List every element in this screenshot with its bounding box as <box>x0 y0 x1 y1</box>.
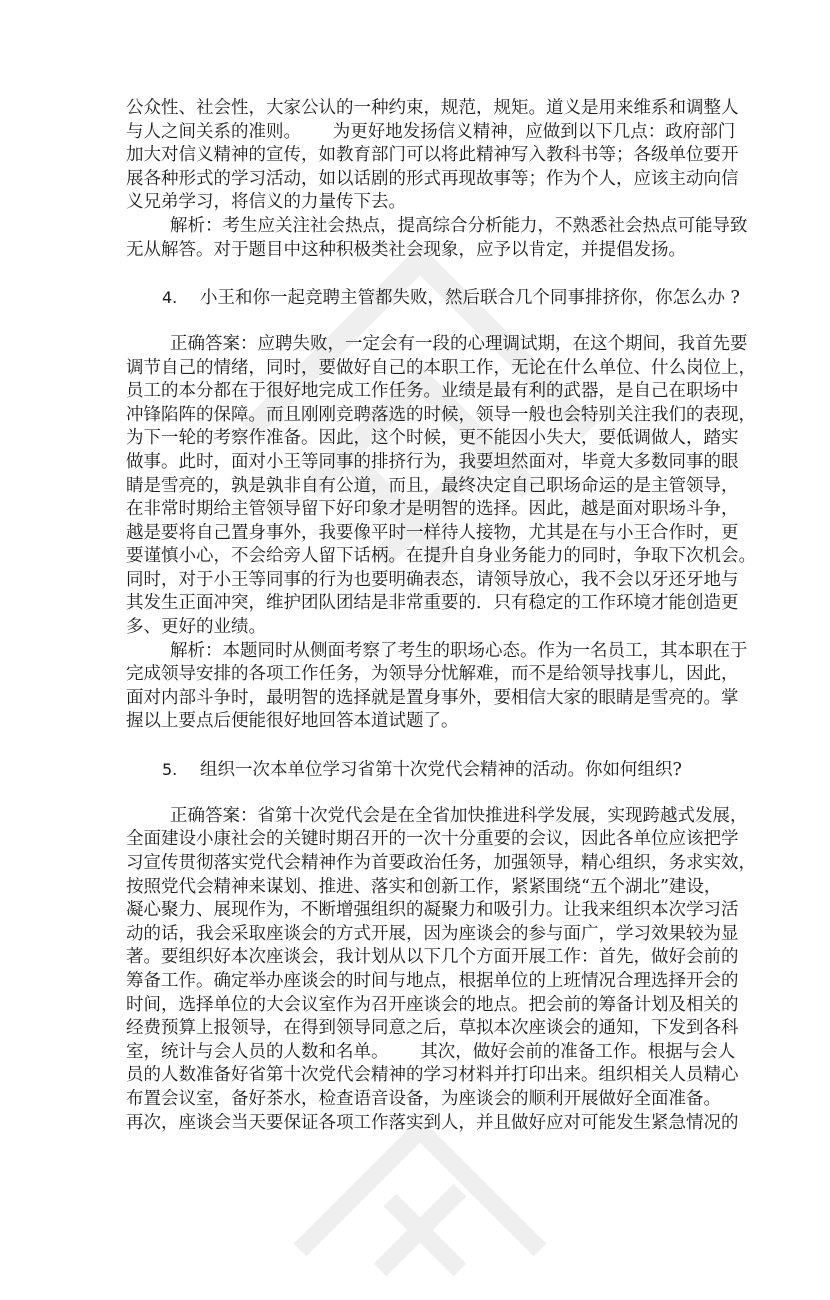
spacer <box>126 309 704 333</box>
text-line: 动的话，我会采取座谈会的方式开展，因为座谈会的参与面广，学习效果较为显 <box>126 923 739 944</box>
text-line: 做事。此时，面对小王等同事的排挤行为，我要坦然面对，毕竟大多数同事的眼 <box>126 451 739 472</box>
text-line: 经费预算上报领导，在得到领导同意之后，草拟本次座谈会的通知，下发到各科 <box>126 1018 739 1039</box>
question-heading-q4 <box>126 286 740 310</box>
text-line: 握以上要点后便能很好地回答本道试题了。 <box>126 711 459 732</box>
text-line: 全面建设小康社会的关键时期召开的一次十分重要的会议，因此各单位应该把学 <box>126 829 739 850</box>
text-line: 冲锋陷阵的保障。而且刚刚竞聘落选的时候，领导一般也会特别关注我们的表现， <box>126 404 756 425</box>
text-line: 再次，座谈会当天要保证各项工作落实到人，并且做好应对可能发生紧急情况的 <box>126 1112 739 1133</box>
text-line: 越是要将自己置身事外，我要像平时一样待人接物，尤其是在与小王合作时，更 <box>126 522 739 543</box>
text-line: 完成领导安排的各项工作任务，为领导分忧解难，而不是给领导找事儿，因此， <box>126 664 739 685</box>
paragraph-p-answer-5 <box>126 805 756 1135</box>
paragraph-p-analysis-4 <box>126 640 748 734</box>
spacer <box>126 262 704 286</box>
text-line: 员的人数准备好省第十次党代会精神的学习材料并打印出来。组织相关人员精心 <box>126 1065 739 1086</box>
text-line: 要谨慎小心，不会给旁人留下话柄。在提升自身业务能力的同时，争取下次机会。 <box>126 546 756 567</box>
text-line: 其发生正面冲突，维护团队团结是非常重要的．只有稳定的工作环境才能创造更 <box>126 593 739 614</box>
text-line: 在非常时期给主管领导留下好印象才是明智的选择。因此，越是面对职场斗争， <box>126 499 739 520</box>
text-line: 按照党代会精神来谋划、推进、落实和创新工作，紧紧围绕“五个湖北”建设， <box>126 876 722 897</box>
text-line: 多、更好的业绩。 <box>126 617 266 638</box>
question-number: 5. <box>162 759 178 779</box>
text-line: 员工的本分都在于很好地完成工作任务。业绩是最有利的武器，是自己在职场中 <box>126 381 739 402</box>
text-line: 凝心聚力、展现作为，不断增强组织的凝聚力和吸引力。让我来组织本次学习活 <box>126 900 739 921</box>
text-line: 解析：本题同时从侧面考察了考生的职场心态。作为一名员工，其本职在于 <box>170 640 748 661</box>
text-line: 展各种形式的学习活动，如以话剧的形式再现故事等；作为个人，应该主动向信 <box>126 168 739 189</box>
question-text: 组织一次本单位学习省第十次党代会精神的活动。你如何组织? <box>200 759 682 780</box>
text-line: 著。要组织好本次座谈会，我计划从以下几个方面开展工作：首先，做好会前的 <box>126 947 739 968</box>
question-text: 小王和你一起竞聘主管都失败，然后联合几个同事排挤你，你怎么办 ? <box>200 287 740 308</box>
text-line: 公众性、社会性，大家公认的一种约束，规范，规矩。道义是用来维系和调整人 <box>126 98 739 118</box>
text-line: 室，统计与会人员的人数和名单。 其次，做好会前的准备工作。根据与会人 <box>126 1041 736 1062</box>
question-heading-q5 <box>126 758 704 782</box>
text-line: 正确答案：省第十次党代会是在全省加快推进科学发展，实现跨越式发展， <box>170 805 748 826</box>
text-line: 与人之间关系的准则。 为更好地发扬信义精神，应做到以下几点：政府部门 <box>126 121 736 142</box>
text-line: 正确答案：应聘失败，一定会有一段的心理调试期，在这个期间，我首先要 <box>170 333 748 354</box>
paragraph-p-analysis-3 <box>126 215 748 262</box>
text-line: 为下一轮的考察作准备。因此，这个时候，更不能因小失大，要低调做人，踏实 <box>126 428 739 449</box>
text-line: 筹备工作。确定举办座谈会的时间与地点，根据单位的上班情况合理选择开会的 <box>126 970 739 991</box>
paragraph-p-intro-cont <box>126 97 739 215</box>
spacer <box>126 734 704 758</box>
spacer <box>126 781 704 805</box>
text-line: 解析：考生应关注社会热点，提高综合分析能力，不熟悉社会热点可能导致 <box>170 215 748 236</box>
paragraph-p-answer-4 <box>126 333 756 640</box>
text-line: 无从解答。对于题目中这种积极类社会现象，应予以肯定，并提倡发扬。 <box>126 239 686 260</box>
text-line: 调节自己的情绪，同时，要做好自己的本职工作，无论在什么单位、什么岗位上， <box>126 357 756 378</box>
text-line: 布置会议室，备好茶水，检查语音设备，为座谈会的顺利开展做好全面准备。 <box>126 1088 721 1109</box>
text-line: 义兄弟学习，将信义的力量传下去。 <box>126 192 406 213</box>
text-line: 时间，选择单位的大会议室作为召开座谈会的地点。把会前的筹备计划及相关的 <box>126 994 739 1015</box>
document-page <box>126 97 756 1135</box>
text-line: 睛是雪亮的，孰是孰非自有公道，而且，最终决定自己职场命运的是主管领导， <box>126 475 739 496</box>
text-line: 加大对信义精神的宣传，如教育部门可以将此精神写入教科书等；各级单位要开 <box>126 145 739 166</box>
question-number: 4. <box>162 287 178 307</box>
text-line: 习宣传贯彻落实党代会精神作为首要政治任务，加强领导，精心组织，务求实效， <box>126 853 756 873</box>
text-line: 面对内部斗争时，最明智的选择就是置身事外，要相信大家的眼睛是雪亮的。掌 <box>126 687 739 708</box>
text-line: 同时，对于小王等同事的行为也要明确表态，请领导放心，我不会以牙还牙地与 <box>126 569 739 590</box>
